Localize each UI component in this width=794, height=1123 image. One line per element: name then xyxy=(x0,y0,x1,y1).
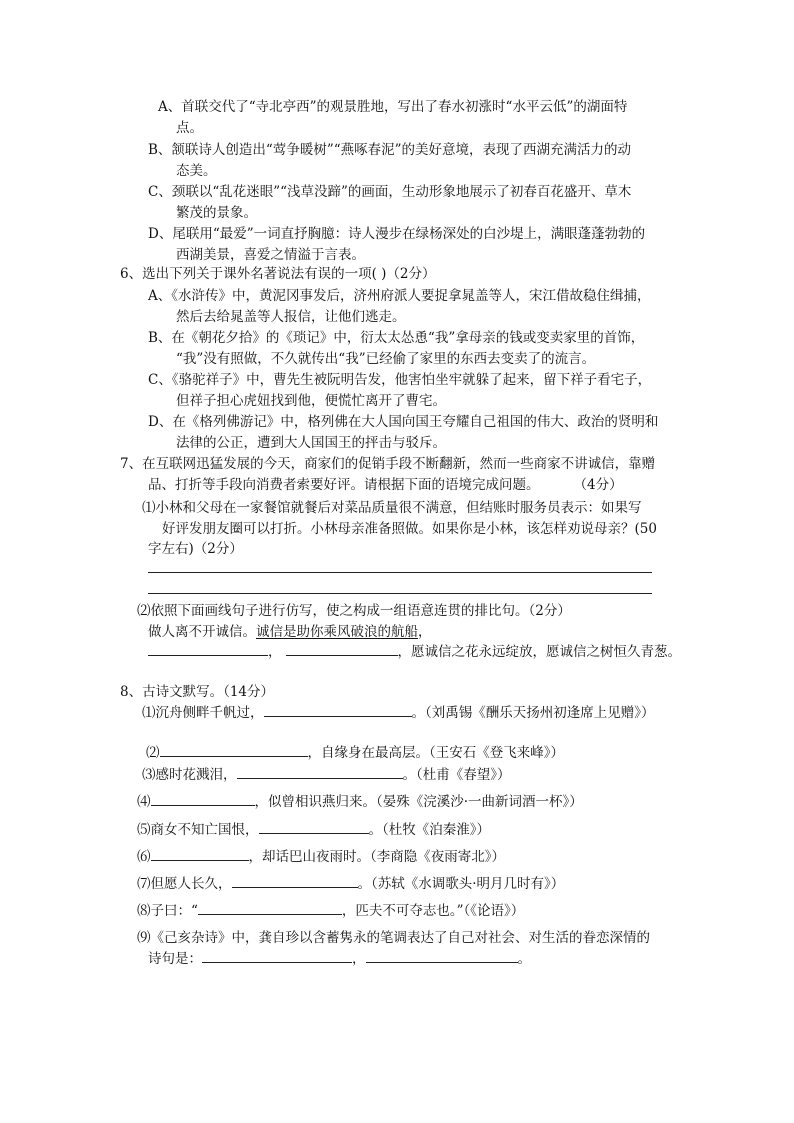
q8-item-2-pre: ⑵ xyxy=(146,745,160,761)
q8-item-9-sep: ， xyxy=(352,951,366,967)
q5-option-d-line1: D、尾联用“最爱”一词直抒胸臆：诗人漫步在绿杨深处的白沙堤上，满眼蓬蓬勃勃的 xyxy=(148,226,646,242)
q7-stem-line1: 7、在互联网迅猛发展的今天，商家们的促销手段不断翻新，然而一些商家不讲诚信，靠赠 xyxy=(120,456,656,472)
q8-item-1-pre: ⑴沉舟侧畔千帆过， xyxy=(142,705,264,721)
q7-sub1-line3: 字左右)（2分） xyxy=(148,541,243,557)
q8-item-3 xyxy=(142,764,511,784)
q6-option-a-line1: A、《水浒传》中，黄泥冈事发后，济州府派人要捉拿晁盖等人，宋江借故稳住缉捕， xyxy=(148,288,651,304)
q7-sub2-lead: 做人离不开诚信。 xyxy=(148,624,256,640)
q7-sub2-sep: ， xyxy=(268,644,282,660)
q8-item-4 xyxy=(137,791,583,811)
q8-item-5 xyxy=(137,819,490,839)
q8-item-9-blank-1[interactable] xyxy=(202,948,352,963)
q8-item-8-pre: ⑻子曰：“ xyxy=(137,903,198,919)
q8-item-7-blank[interactable] xyxy=(232,873,358,888)
q8-item-1-blank[interactable] xyxy=(264,702,412,717)
q8-item-3-post: 。（杜甫《春望》） xyxy=(402,767,511,783)
q6-option-d-line1: D、在《格列佛游记》中，格列佛在大人国向国王夸耀自己祖国的伟大、政治的贤明和 xyxy=(148,414,659,430)
q7-stem-text: 品、打折等手段向消费者索要好评。请根据下面的语境完成问题。 xyxy=(148,477,540,493)
q6-option-b-line1: B、在《朝花夕拾》的《琐记》中，衍太太怂恿“我”拿母亲的钱或变卖家里的首饰， xyxy=(148,330,645,346)
q5-option-c-line1: C、颈联以“乱花迷眼”“浅草没蹄”的画面，生动形象地展示了初春百花盛开、草木 xyxy=(148,184,632,200)
q8-item-3-blank[interactable] xyxy=(237,764,403,779)
q8-stem: 8、古诗文默写。（14分） xyxy=(120,684,275,700)
q8-item-3-pre: ⑶感时花溅泪， xyxy=(142,767,237,783)
q8-item-8-blank[interactable] xyxy=(198,900,342,915)
q8-item-5-pre: ⑸商女不知亡国恨， xyxy=(137,822,259,838)
q6-option-d-line2: 法律的公正，遭到大人国国王的抨击与驳斥。 xyxy=(176,435,446,451)
q7-sub2-underlined-sentence: 诚信是助你乘风破浪的航船 xyxy=(256,624,418,640)
q7-sub2-blank-2[interactable] xyxy=(286,641,398,656)
q5-option-d-line2: 西湖美景，喜爱之情溢于言表。 xyxy=(176,247,365,263)
q8-item-2-blank[interactable] xyxy=(160,742,308,757)
q7-stem-line2 xyxy=(148,476,623,494)
q7-sub1-line1: ⑴小林和父母在一家餐馆就餐后对菜品质量很不满意，但结账时服务员表示：如果写 xyxy=(142,500,642,516)
q8-item-6-blank[interactable] xyxy=(151,846,249,861)
q8-item-7-post: 。（苏轼《水调歌头·明月几时有》） xyxy=(357,876,565,892)
q6-option-b-line2: “我”没有照做，不久就传出“我”已经偷了家里的东西去变卖了的流言。 xyxy=(176,351,596,367)
q8-item-1 xyxy=(142,702,655,722)
q8-item-8-post: ，匹夫不可夺志也。”（《论语》） xyxy=(341,903,525,919)
q7-answer-line-1[interactable] xyxy=(148,572,652,573)
q5-option-b-line2: 态美。 xyxy=(176,163,217,179)
q6-option-c-line1: C、《骆驼祥子》中，曹先生被阮明告发，他害怕坐牢就躲了起来，留下祥子看宅子， xyxy=(148,372,652,388)
q8-item-9-line2 xyxy=(148,948,531,968)
q5-option-a-line2: 点。 xyxy=(176,120,203,136)
q7-sub2-blank-1[interactable] xyxy=(148,641,268,656)
q8-item-9-lead: 诗句是： xyxy=(148,951,202,967)
q8-item-1-post: 。（刘禹锡《酬乐天扬州初逢席上见赠》） xyxy=(411,705,655,721)
q8-item-5-blank[interactable] xyxy=(259,819,369,834)
q8-item-9-blank-2[interactable] xyxy=(366,948,518,963)
q6-stem: 6、选出下列关于课外名著说法有误的一项( )（2分） xyxy=(120,266,436,282)
q5-option-c-line2: 繁茂的景象。 xyxy=(176,205,257,221)
q8-item-9-line1: ⑼《己亥杂诗》中，龚自珍以含蓄隽永的笔调表达了自己对社会、对生活的眷恋深情的 xyxy=(137,930,650,946)
q7-sub2-tail: ，愿诚信之花永远绽放，愿诚信之树恒久青葱。 xyxy=(397,644,681,660)
q8-item-2-post: ，自缘身在最高层。（王安石《登飞来峰》） xyxy=(307,745,564,761)
q7-sub2-line2 xyxy=(148,623,432,641)
q5-option-b-line1: B、颔联诗人创造出“莺争暖树”“燕啄春泥”的美好意境，表现了西湖充满活力的动 xyxy=(148,142,632,158)
q7-sub2-line1: ⑵依照下面画线句子进行仿写，使之构成一组语意连贯的排比句。（2分） xyxy=(137,603,571,619)
q8-item-6 xyxy=(137,846,505,866)
q8-item-6-pre: ⑹ xyxy=(137,849,151,865)
q7-score: （4分） xyxy=(573,477,623,493)
q8-item-2 xyxy=(146,742,564,762)
q7-sub2-comma: ， xyxy=(418,624,432,640)
q8-item-7-pre: ⑺但愿人长久， xyxy=(137,876,232,892)
q5-option-a-line1: A、首联交代了“寺北亭西”的观景胜地，写出了春水初涨时“水平云低”的湖面特 xyxy=(158,99,628,115)
q8-item-7 xyxy=(137,873,564,893)
q7-sub2-line3 xyxy=(148,641,681,661)
q8-item-4-pre: ⑷ xyxy=(137,794,151,810)
q8-item-4-blank[interactable] xyxy=(151,791,255,806)
q7-answer-line-2[interactable] xyxy=(148,593,652,594)
q7-sub1-line2: 好评发朋友圈可以打折。小林母亲准备照做。如果你是小林，该怎样劝说母亲？(50 xyxy=(162,521,657,537)
q8-item-8 xyxy=(137,900,524,920)
q8-item-6-post: ，却话巴山夜雨时。（李商隐《夜雨寄北》） xyxy=(248,849,505,865)
q8-item-5-post: 。（杜牧《泊秦淮》） xyxy=(368,822,490,838)
q8-item-9-end: 。 xyxy=(517,951,531,967)
q8-item-4-post: ，似曾相识燕归来。（晏殊《浣溪沙·一曲新词酒一杯》） xyxy=(254,794,583,810)
q6-option-a-line2: 然后去给晁盖等人报信，让他们逃走。 xyxy=(176,309,406,325)
q6-option-c-line2: 但祥子担心虎妞找到他，便慌忙离开了曹宅。 xyxy=(176,393,446,409)
